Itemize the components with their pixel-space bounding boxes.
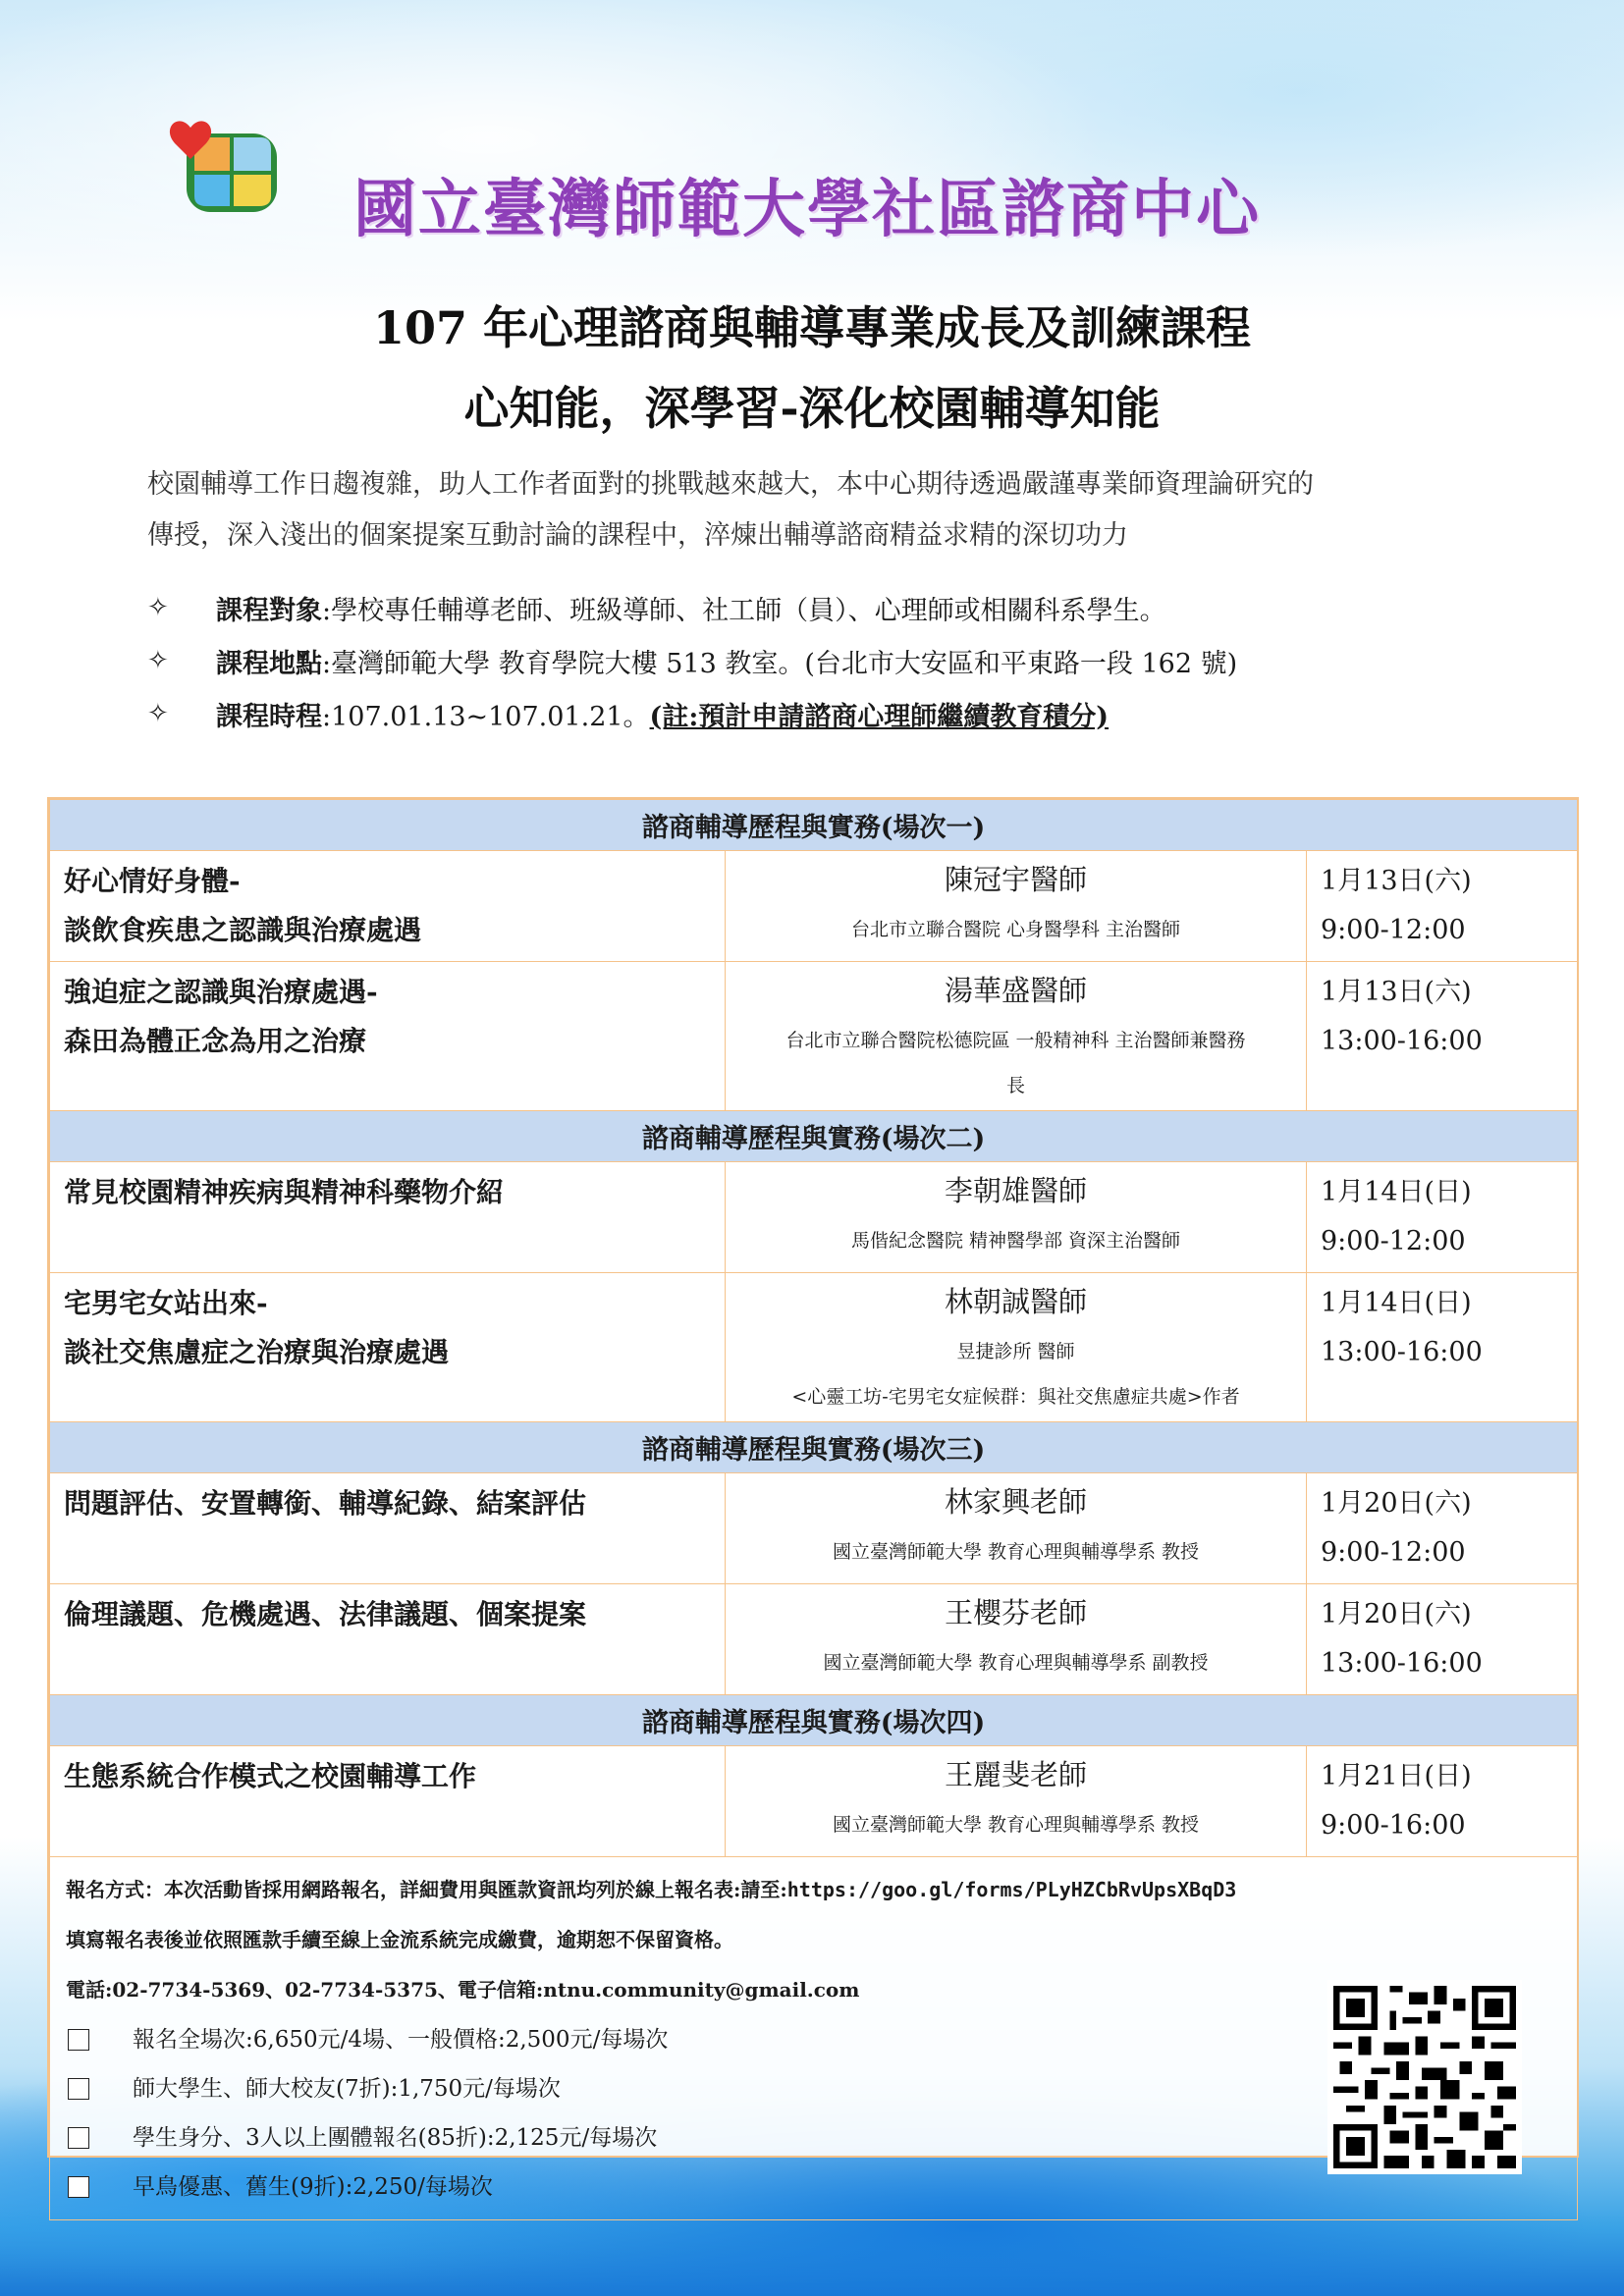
bullet-label: 課程對象 bbox=[216, 595, 322, 626]
bullet-text: :臺灣師範大學 教育學院大樓 513 教室。(台北市大安區和平東路一段 162 號) bbox=[322, 648, 1238, 679]
option-checkbox[interactable] bbox=[68, 2029, 89, 2051]
course-location bbox=[147, 634, 1522, 687]
option-label: 報名全場次:6,650元/4場、一般價格:2,500元/每場次 bbox=[133, 2027, 669, 2053]
option-label: 早鳥優惠、舊生(9折):2,250/每場次 bbox=[133, 2174, 493, 2200]
session-date: 1月20日(六) bbox=[1321, 1599, 1472, 1629]
topic-line: 生態系統合作模式之校園輔導工作 bbox=[64, 1760, 477, 1792]
intro-line: 校園輔導工作日趨複雜，助人工作者面對的挑戰越來越大，本中心期待透過嚴謹專業師資理論研究的 bbox=[147, 469, 1314, 500]
diamond-bullet-icon: ✧ bbox=[147, 593, 169, 622]
bullet-text: :學校專任輔導老師、班級導師、社工師（員）、心理師或相關科系學生。 bbox=[322, 595, 1166, 626]
table-row bbox=[50, 851, 1578, 962]
section-title: 諮商輔導歷程與實務(場次三) bbox=[50, 1422, 1578, 1473]
option-checkbox[interactable] bbox=[68, 2078, 89, 2100]
topic-line: 問題評估、安置轉銜、輔導紀錄、結案評估 bbox=[64, 1487, 587, 1520]
session-date: 1月13日(六) bbox=[1321, 977, 1472, 1007]
topic-line: 談社交焦慮症之治療與治療處遇 bbox=[64, 1336, 450, 1368]
speaker-affiliation: 昱捷診所 醫師 bbox=[956, 1341, 1075, 1362]
registration-info bbox=[50, 1857, 1578, 2220]
table-row bbox=[50, 1584, 1578, 1695]
registration-text: 報名方式：本次活動皆採用網路報名，詳細費用與匯款資訊均列於線上報名表:請至: bbox=[66, 1878, 787, 1901]
table-row bbox=[50, 1473, 1578, 1584]
speaker-book: <心靈工坊-宅男宅女症候群：與社交焦慮症共處>作者 bbox=[791, 1386, 1240, 1408]
bullet-text: :107.01.13~107.01.21。 bbox=[322, 701, 650, 732]
topic-line: 強迫症之認識與治療處遇- bbox=[64, 976, 378, 1008]
session-time: 13:00-16:00 bbox=[1321, 1026, 1483, 1056]
option-checkbox[interactable] bbox=[68, 2127, 89, 2149]
diamond-bullet-icon: ✧ bbox=[147, 699, 169, 728]
session-time: 9:00-12:00 bbox=[1321, 1537, 1466, 1568]
registration-row bbox=[50, 1857, 1578, 2220]
registration-qr-code-icon[interactable] bbox=[1327, 1980, 1522, 2174]
speaker-affiliation: 台北市立聯合醫院 心身醫學科 主治醫師 bbox=[850, 919, 1181, 940]
speaker-affiliation: 國立臺灣師範大學 教育心理與輔導學系 副教授 bbox=[823, 1652, 1209, 1674]
table-row bbox=[50, 1273, 1578, 1422]
speaker-name: 陳冠宇醫師 bbox=[944, 863, 1087, 896]
center-logo-icon bbox=[165, 106, 283, 216]
speaker-name: 王麗斐老師 bbox=[944, 1758, 1087, 1791]
option-label: 師大學生、師大校友(7折):1,750元/每場次 bbox=[133, 2076, 561, 2102]
contact-info: 電話:02-7734-5369、02-7734-5375、電子信箱:ntnu.community@gmail.com bbox=[66, 1978, 860, 2002]
section-header bbox=[50, 1422, 1578, 1473]
topic-line: 談飲食疾患之認識與治療處遇 bbox=[64, 914, 422, 946]
section-header bbox=[50, 1111, 1578, 1162]
bullet-label: 課程時程 bbox=[216, 701, 322, 732]
speaker-name: 王櫻芬老師 bbox=[944, 1596, 1087, 1629]
table-row bbox=[50, 1746, 1578, 1857]
intro-paragraph bbox=[147, 459, 1483, 561]
speaker-name: 林家興老師 bbox=[944, 1485, 1087, 1519]
topic-line: 森田為體正念為用之治療 bbox=[64, 1025, 367, 1057]
course-info-list bbox=[147, 581, 1522, 740]
course-target bbox=[147, 581, 1522, 634]
diamond-bullet-icon: ✧ bbox=[147, 646, 169, 675]
session-date: 1月20日(六) bbox=[1321, 1488, 1472, 1519]
speaker-affiliation-cont: 長 bbox=[1005, 1075, 1025, 1096]
section-title: 諮商輔導歷程與實務(場次一) bbox=[50, 800, 1578, 851]
session-time: 9:00-12:00 bbox=[1321, 915, 1466, 945]
registration-link[interactable]: https://goo.gl/forms/PLyHZCbRvUpsXBqD3 bbox=[786, 1878, 1237, 1901]
session-time: 13:00-16:00 bbox=[1321, 1648, 1483, 1679]
topic-line: 好心情好身體- bbox=[64, 865, 241, 897]
course-subtitle: 心知能，深學習-深化校園輔導知能 bbox=[463, 382, 1161, 435]
section-header bbox=[50, 1695, 1578, 1746]
session-time: 9:00-12:00 bbox=[1321, 1226, 1466, 1256]
table-row bbox=[50, 1162, 1578, 1273]
credit-note: (註:預計申請諮商心理師繼續教育積分) bbox=[649, 701, 1110, 732]
course-schedule-table bbox=[47, 797, 1579, 2200]
registration-method bbox=[66, 1865, 1561, 1915]
payment-note: 填寫報名表後並依照匯款手續至線上金流系統完成繳費，逾期恕不保留資格。 bbox=[66, 1928, 733, 1951]
session-time: 13:00-16:00 bbox=[1321, 1337, 1483, 1367]
option-checkbox[interactable] bbox=[68, 2176, 89, 2198]
speaker-name: 李朝雄醫師 bbox=[944, 1174, 1087, 1207]
bullet-label: 課程地點 bbox=[216, 648, 322, 679]
speaker-affiliation: 國立臺灣師範大學 教育心理與輔導學系 教授 bbox=[832, 1814, 1200, 1836]
table-row bbox=[50, 962, 1578, 1111]
topic-line: 宅男宅女站出來- bbox=[64, 1287, 268, 1319]
speaker-affiliation: 馬偕紀念醫院 精神醫學部 資深主治醫師 bbox=[850, 1230, 1181, 1252]
speaker-affiliation: 台北市立聯合醫院松德院區 一般精神科 主治醫師兼醫務 bbox=[785, 1030, 1246, 1051]
speaker-name: 林朝誠醫師 bbox=[944, 1285, 1087, 1318]
topic-line: 倫理議題、危機處遇、法律議題、個案提案 bbox=[64, 1598, 587, 1630]
session-date: 1月14日(日) bbox=[1321, 1177, 1472, 1207]
topic-line: 常見校園精神疾病與精神科藥物介紹 bbox=[64, 1176, 505, 1208]
course-title: 107 年心理諮商與輔導專業成長及訓練課程 bbox=[372, 301, 1252, 354]
session-time: 9:00-16:00 bbox=[1321, 1810, 1466, 1841]
course-schedule bbox=[147, 687, 1522, 740]
speaker-affiliation: 國立臺灣師範大學 教育心理與輔導學系 教授 bbox=[832, 1541, 1200, 1563]
section-title: 諮商輔導歷程與實務(場次四) bbox=[50, 1695, 1578, 1746]
option-label: 學生身分、3人以上團體報名(85折):2,125元/每場次 bbox=[133, 2125, 658, 2151]
section-title: 諮商輔導歷程與實務(場次二) bbox=[50, 1111, 1578, 1162]
session-date: 1月21日(日) bbox=[1321, 1761, 1472, 1791]
section-header bbox=[50, 800, 1578, 851]
session-date: 1月13日(六) bbox=[1321, 866, 1472, 896]
organization-title: 國立臺灣師範大學社區諮商中心 bbox=[353, 174, 1261, 246]
session-date: 1月14日(日) bbox=[1321, 1288, 1472, 1318]
speaker-name: 湯華盛醫師 bbox=[944, 974, 1087, 1007]
intro-line: 傳授，深入淺出的個案提案互動討論的課程中，淬煉出輔導諮商精益求精的深切功力 bbox=[147, 520, 1128, 551]
